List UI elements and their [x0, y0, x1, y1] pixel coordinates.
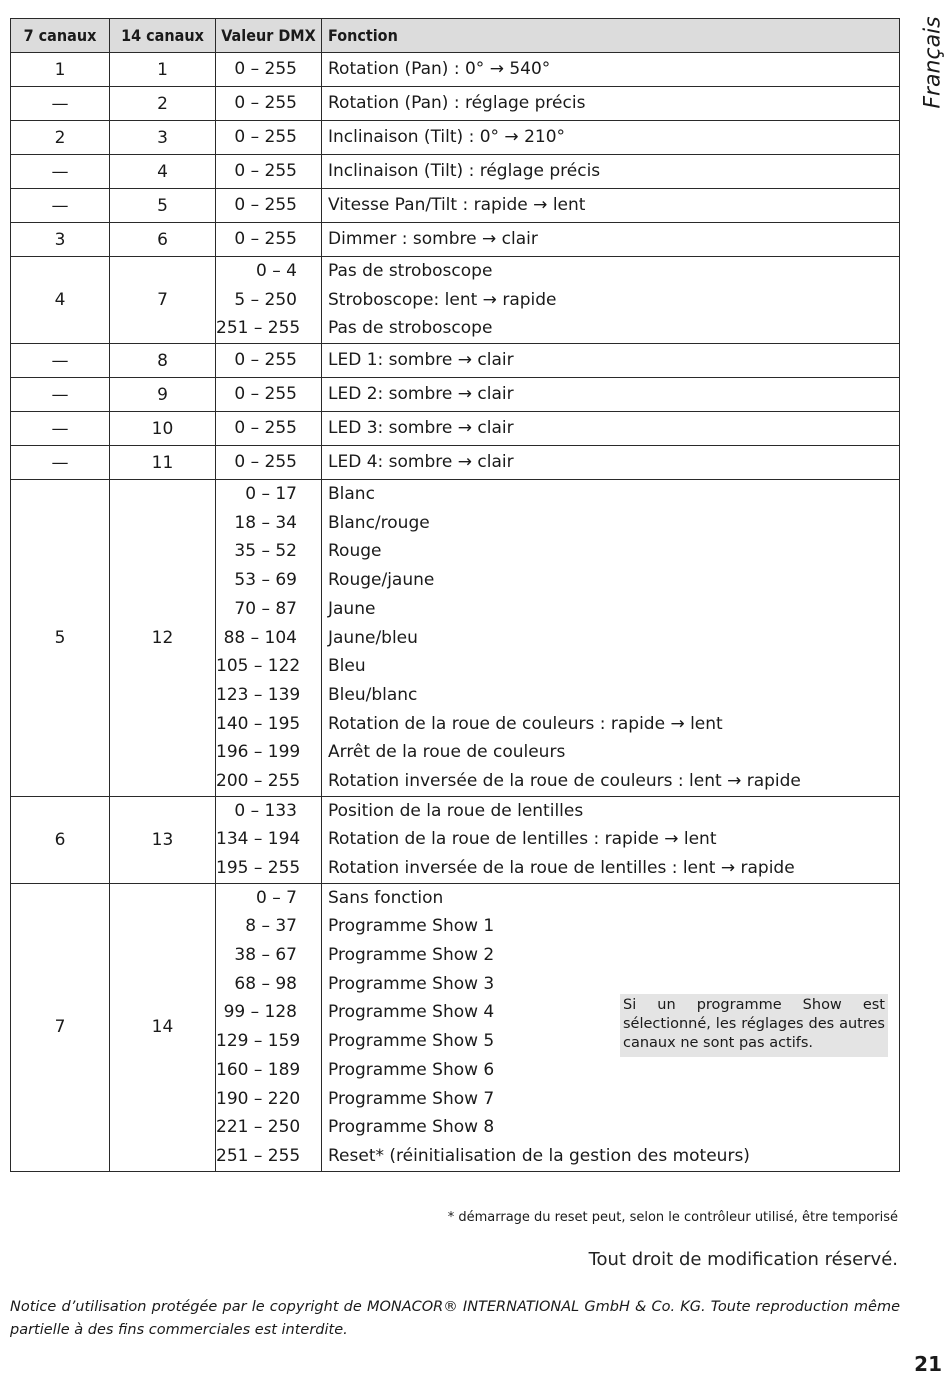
channel-7-cell: — — [11, 412, 110, 446]
dmx-value: 5 – 250 — [234, 289, 297, 310]
channel-7-cell: — — [11, 189, 110, 223]
table-row — [11, 121, 900, 155]
table-row — [11, 446, 900, 480]
channel-7-cell: — — [11, 446, 110, 480]
function-text: Programme Show 3 — [328, 973, 495, 994]
function-text: Reset* (réinitialisation de la gestion des moteurs) — [328, 1145, 750, 1166]
channel-7-cell: — — [11, 155, 110, 189]
dmx-value-cell — [216, 223, 322, 257]
function-text: Sans fonction — [328, 887, 444, 908]
channel-14-cell: 5 — [110, 189, 216, 223]
header-function: Fonction — [322, 19, 900, 53]
function-text: Programme Show 8 — [328, 1117, 495, 1138]
dmx-value: 0 – 255 — [234, 350, 297, 371]
function-text: Inclinaison (Tilt) : réglage précis — [328, 161, 601, 181]
channel-14-cell: 13 — [110, 796, 216, 883]
page-number: 21 — [914, 1352, 942, 1376]
function-text: Pas de stroboscope — [328, 318, 493, 339]
dmx-value-cell — [216, 53, 322, 87]
function-text: Programme Show 4 — [328, 1002, 495, 1023]
dmx-value-cell — [216, 121, 322, 155]
table-row — [11, 53, 900, 87]
table-header-row — [11, 19, 900, 53]
dmx-value: 251 – 255 — [216, 318, 301, 339]
function-cell — [322, 796, 900, 883]
channel-14-cell: 10 — [110, 412, 216, 446]
dmx-value: 0 – 7 — [256, 887, 297, 908]
channel-14-cell: 3 — [110, 121, 216, 155]
dmx-value-cell — [216, 155, 322, 189]
dmx-value: 129 – 159 — [216, 1031, 301, 1052]
function-text: Arrêt de la roue de couleurs — [328, 742, 566, 763]
dmx-value-cell — [216, 87, 322, 121]
dmx-value: 200 – 255 — [216, 770, 301, 791]
table-row — [11, 480, 900, 797]
function-text: Rotation inversée de la roue de couleurs : lent → rapide — [328, 770, 801, 791]
function-text: Rotation inversée de la roue de lentilles : lent → rapide — [328, 858, 795, 878]
function-cell — [322, 480, 900, 797]
function-text: LED 3: sombre → clair — [328, 418, 514, 439]
function-text: Programme Show 1 — [328, 916, 495, 937]
channel-14-cell: 2 — [110, 87, 216, 121]
dmx-value: 0 – 4 — [256, 261, 297, 281]
language-label: Français — [920, 15, 946, 109]
function-cell — [322, 344, 900, 378]
channel-7-cell: 7 — [11, 883, 110, 1171]
function-text: Blanc — [328, 484, 375, 505]
header-7-channels: 7 canaux — [11, 19, 110, 53]
channel-7-cell: 1 — [11, 53, 110, 87]
function-text: Vitesse Pan/Tilt : rapide → lent — [328, 195, 586, 215]
channel-14-cell: 14 — [110, 883, 216, 1171]
function-text: Pas de stroboscope — [328, 261, 493, 281]
channel-14-cell: 8 — [110, 344, 216, 378]
function-text: LED 1: sombre → clair — [328, 350, 514, 371]
function-cell — [322, 121, 900, 155]
dmx-value: 0 – 255 — [234, 93, 297, 113]
function-text: Rotation de la roue de lentilles : rapide → lent — [328, 829, 717, 850]
dmx-value-cell — [216, 412, 322, 446]
function-text: Blanc/rouge — [328, 512, 430, 533]
function-text: Bleu — [328, 656, 366, 677]
function-cell — [322, 257, 900, 344]
footnote: * démarrage du reset peut, selon le contrôleur utilisé, être temporisé — [447, 1210, 898, 1225]
dmx-value: 123 – 139 — [216, 684, 301, 705]
dmx-value: 195 – 255 — [216, 858, 301, 878]
channel-7-cell: 5 — [11, 480, 110, 797]
dmx-value: 0 – 255 — [234, 418, 297, 439]
dmx-value: 99 – 128 — [223, 1002, 297, 1023]
table-row — [11, 87, 900, 121]
table-row — [11, 257, 900, 344]
dmx-value: 18 – 34 — [234, 512, 297, 533]
channel-14-cell: 4 — [110, 155, 216, 189]
function-text: Rouge — [328, 541, 382, 562]
dmx-value: 0 – 255 — [234, 229, 297, 249]
dmx-value: 0 – 255 — [234, 127, 297, 147]
function-text: Bleu/blanc — [328, 684, 418, 705]
table-row — [11, 796, 900, 883]
dmx-value-cell — [216, 344, 322, 378]
dmx-value-cell — [216, 378, 322, 412]
channel-7-cell: — — [11, 378, 110, 412]
channel-7-cell: — — [11, 344, 110, 378]
table-row — [11, 155, 900, 189]
function-text: Programme Show 6 — [328, 1059, 495, 1080]
dmx-value: 53 – 69 — [234, 570, 297, 591]
table-row — [11, 378, 900, 412]
function-cell — [322, 53, 900, 87]
dmx-value: 0 – 133 — [234, 800, 297, 821]
function-text: Rotation (Pan) : 0° → 540° — [328, 59, 551, 79]
dmx-value: 160 – 189 — [216, 1059, 301, 1080]
function-cell — [322, 223, 900, 257]
channel-14-cell: 11 — [110, 446, 216, 480]
function-cell — [322, 155, 900, 189]
channel-7-cell: 4 — [11, 257, 110, 344]
dmx-value-cell — [216, 883, 322, 1171]
table-row — [11, 223, 900, 257]
dmx-value-cell — [216, 257, 322, 344]
dmx-value: 35 – 52 — [234, 541, 297, 562]
function-text: Stroboscope: lent → rapide — [328, 289, 557, 310]
dmx-value: 0 – 17 — [245, 484, 297, 505]
dmx-value: 221 – 250 — [216, 1117, 301, 1138]
channel-14-cell: 6 — [110, 223, 216, 257]
channel-7-cell: 6 — [11, 796, 110, 883]
dmx-value-cell — [216, 446, 322, 480]
table-body — [11, 53, 900, 1172]
function-text: Dimmer : sombre → clair — [328, 229, 538, 249]
function-text: Rotation de la roue de couleurs : rapide → lent — [328, 713, 723, 734]
dmx-value: 140 – 195 — [216, 713, 301, 734]
function-text: Inclinaison (Tilt) : 0° → 210° — [328, 127, 566, 147]
function-cell — [322, 189, 900, 223]
function-text: Rotation (Pan) : réglage précis — [328, 93, 586, 113]
dmx-value: 0 – 255 — [234, 195, 297, 215]
channel-14-cell: 9 — [110, 378, 216, 412]
channel-7-cell: — — [11, 87, 110, 121]
table-row — [11, 189, 900, 223]
dmx-value: 0 – 255 — [234, 384, 297, 405]
dmx-value: 105 – 122 — [216, 656, 301, 677]
function-text: Programme Show 5 — [328, 1031, 495, 1052]
dmx-value: 68 – 98 — [234, 973, 297, 994]
function-text: LED 2: sombre → clair — [328, 384, 514, 405]
language-tab — [916, 12, 950, 112]
channel-14-cell: 7 — [110, 257, 216, 344]
dmx-value: 70 – 87 — [234, 598, 297, 619]
dmx-value: 196 – 199 — [216, 742, 301, 763]
dmx-value: 38 – 67 — [234, 945, 297, 966]
header-dmx-value: Valeur DMX — [216, 19, 322, 53]
function-cell — [322, 883, 900, 1171]
dmx-value: 134 – 194 — [216, 829, 301, 850]
function-text: Jaune/bleu — [328, 627, 418, 648]
function-text: Jaune — [328, 598, 376, 619]
function-text: Position de la roue de lentilles — [328, 800, 584, 821]
channel-7-cell: 2 — [11, 121, 110, 155]
function-text: Programme Show 2 — [328, 945, 495, 966]
dmx-value-cell — [216, 189, 322, 223]
table-row — [11, 412, 900, 446]
function-cell — [322, 446, 900, 480]
channel-7-cell: 3 — [11, 223, 110, 257]
dmx-value: 0 – 255 — [234, 59, 297, 79]
function-cell — [322, 412, 900, 446]
show-program-note: Si un programme Show est sélectionné, les réglages des autres canaux ne sont pas actifs. — [620, 994, 888, 1057]
table-row — [11, 344, 900, 378]
dmx-value: 190 – 220 — [216, 1088, 301, 1109]
channel-14-cell: 12 — [110, 480, 216, 797]
dmx-value: 0 – 255 — [234, 161, 297, 181]
function-cell — [322, 378, 900, 412]
dmx-value-cell — [216, 480, 322, 797]
function-text: Rouge/jaune — [328, 570, 435, 591]
function-text: Programme Show 7 — [328, 1088, 495, 1109]
function-text: LED 4: sombre → clair — [328, 452, 514, 473]
dmx-value: 8 – 37 — [245, 916, 297, 937]
channel-14-cell: 1 — [110, 53, 216, 87]
dmx-value: 88 – 104 — [223, 627, 297, 648]
header-14-channels: 14 canaux — [110, 19, 216, 53]
copyright-notice: Notice d’utilisation protégée par le copyright de MONACOR® INTERNATIONAL GmbH & Co. KG. Toute reproduction même partielle à des fins commerciales est interdite. — [10, 1299, 900, 1338]
dmx-value-cell — [216, 796, 322, 883]
dmx-value: 251 – 255 — [216, 1145, 301, 1166]
dmx-channel-table — [10, 18, 900, 1172]
dmx-value: 0 – 255 — [234, 452, 297, 473]
table-row — [11, 883, 900, 1171]
modification-notice: Tout droit de modification réservé. — [588, 1249, 898, 1270]
function-cell — [322, 87, 900, 121]
